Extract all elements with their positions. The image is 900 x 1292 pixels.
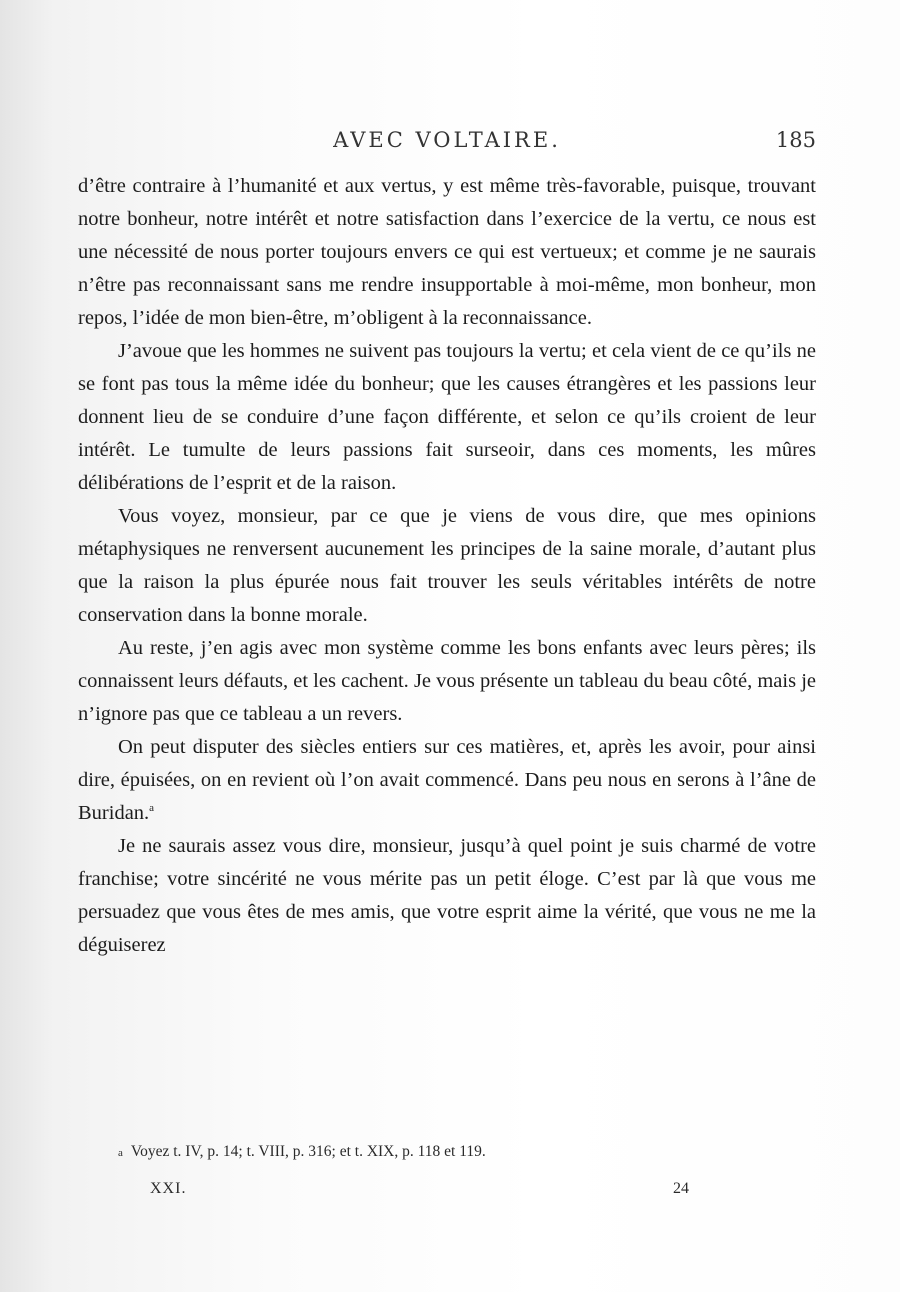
footnote-mark: a: [118, 1147, 123, 1159]
running-title: AVEC VOLTAIRE.: [333, 128, 561, 152]
sheet-number: 24: [673, 1180, 689, 1197]
paragraph-5-text: On peut disputer des siècles entiers sur ces matières, et, après les avoir, pour ainsi dire, épuisées, on en revient où l’on avait commencé. Dans peu nous en serons à l’âne de Buridan.: [78, 736, 816, 824]
footnote: [118, 1143, 818, 1161]
paragraph-1: d’être contraire à l’humanité et aux vertus, y est même très-favorable, puisque, trouvant notre bonheur, notre intérêt et notre satisfaction dans l’exercice de la vertu, ce nous est une nécessité de nous porter toujours envers ce qui est vertueux; et comme je ne saurais n’être pas reconnaissant sans me rendre insupportable à moi-même, mon bonheur, mon repos, l’idée de mon bien-être, m’obligent à la reconnaissance.: [78, 175, 816, 329]
paragraph-4: Au reste, j’en agis avec mon système comme les bons enfants avec leurs pères; ils connaissent leurs défauts, et les cachent. Je vous présente un tableau du beau côté, mais je n’ignore pas que ce tableau a un revers.: [78, 637, 816, 725]
running-head: [78, 128, 816, 160]
paragraph-3: Vous voyez, monsieur, par ce que je viens de vous dire, que mes opinions métaphysiques ne renversent aucunement les principes de la saine morale, d’autant plus que la raison la plus épurée nous fait trouver les seuls véritables intérêts de notre conservation dans la bonne morale.: [78, 505, 816, 626]
page-number: 185: [775, 128, 816, 152]
signature-mark: XXI.: [150, 1180, 187, 1197]
footnote-text: Voyez t. IV, p. 14; t. VIII, p. 316; et t. XIX, p. 118 et 119.: [130, 1143, 486, 1160]
paragraph-2: J’avoue que les hommes ne suivent pas toujours la vertu; et cela vient de ce qu’ils ne se font pas tous la même idée du bonheur; que les causes étrangères et les passions leur donnent lieu de se conduire d’une façon différente, et selon ce qu’ils croient de leur intérêt. Le tumulte de leurs passions fait surseoir, dans ces moments, les mûres délibérations de l’esprit et de la raison.: [78, 340, 816, 494]
body-text: [78, 170, 816, 962]
paragraph-6: Je ne saurais assez vous dire, monsieur, jusqu’à quel point je suis charmé de votre franchise; votre sincérité ne vous mérite pas un petit éloge. C’est par là que vous me persuadez que vous êtes de mes amis, que votre esprit aime la vérité, que vous ne me la déguiserez: [78, 835, 816, 956]
footnote-reference: a: [149, 802, 155, 815]
paragraph-5: [78, 731, 816, 830]
